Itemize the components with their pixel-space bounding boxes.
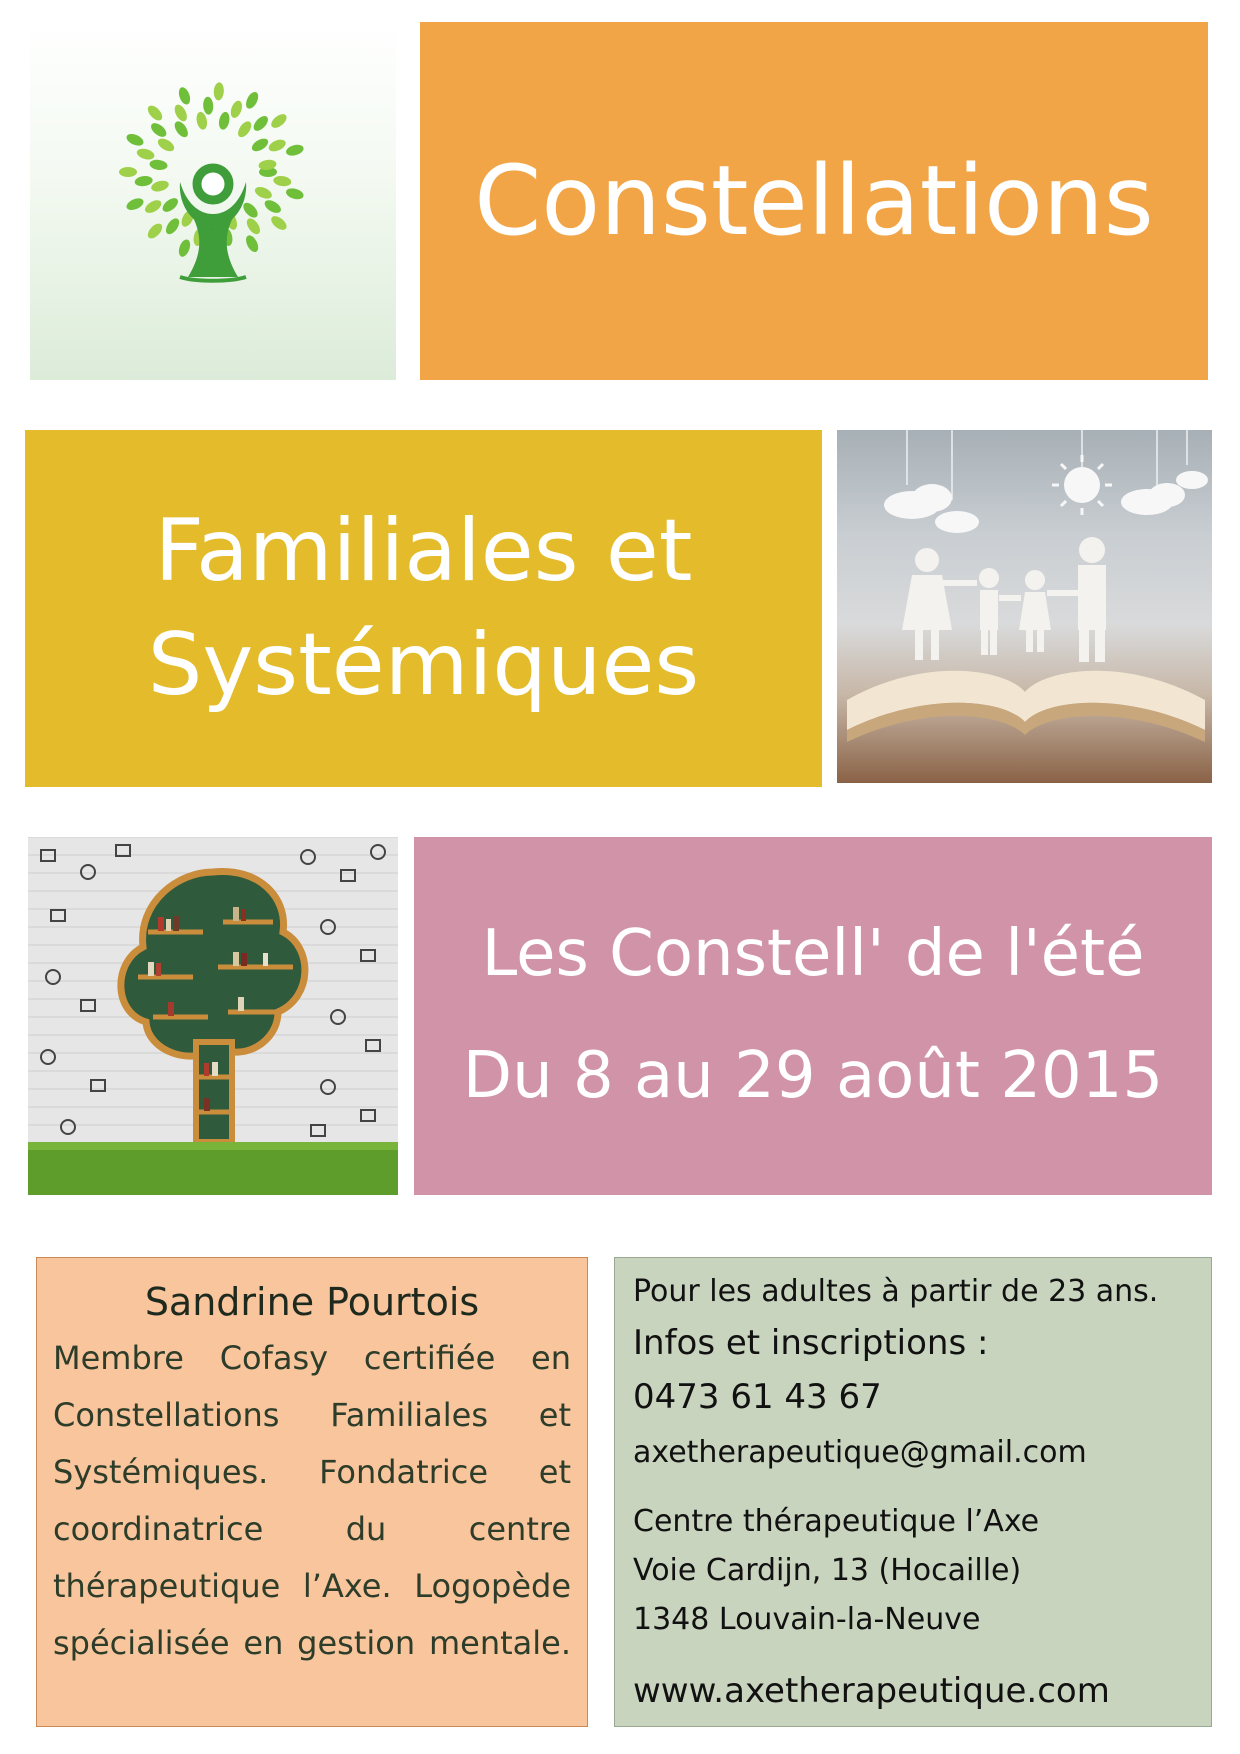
- leaf-shape: [145, 221, 165, 241]
- leaf-shape: [273, 175, 292, 187]
- leaf-shape: [177, 86, 192, 106]
- leaf-shape: [213, 82, 224, 101]
- tree-person-logo-icon: [30, 22, 396, 380]
- address-line-1: Centre thérapeutique l’Axe: [633, 1504, 1040, 1539]
- leaf-shape: [145, 103, 165, 123]
- leaf-shape: [217, 111, 230, 131]
- bio-panel: [36, 1257, 588, 1727]
- leaf-shape: [134, 175, 153, 187]
- leaf-shape: [244, 233, 261, 254]
- leaf-shape: [285, 187, 305, 201]
- leaf-shape: [229, 99, 244, 119]
- leaf-shape: [269, 213, 289, 232]
- info-label: Infos et inscriptions :: [633, 1323, 989, 1363]
- doodle-shape: [81, 1000, 95, 1011]
- event-name: Les Constell' de l'été: [481, 917, 1145, 992]
- address-line-3: 1348 Louvain-la-Neuve: [633, 1602, 981, 1637]
- doodle-shape: [361, 1110, 375, 1121]
- leaf-shape: [263, 198, 284, 216]
- bio-name: Sandrine Pourtois: [144, 1280, 480, 1324]
- leaf-shape: [143, 198, 164, 216]
- doodle-shape: [371, 845, 385, 859]
- leaf-shape: [267, 137, 287, 153]
- leaf-shape: [150, 179, 170, 193]
- paper-family-on-book-photo: [837, 430, 1212, 783]
- title-banner-orange: [420, 22, 1208, 380]
- leaf-shape: [172, 119, 191, 139]
- leaf-shape: [250, 136, 271, 154]
- title-banner-mustard: [25, 430, 822, 787]
- leaf-shape: [125, 132, 145, 148]
- doodle-shape: [341, 870, 355, 881]
- doodle-shape: [301, 850, 315, 864]
- tree-bookshelf-photo: [28, 837, 398, 1195]
- bio-text: Membre Cofasy certifiée en Constellations Familiales et Systémiques. Fondatrice et coordinatrice du centre thérapeutique l’Axe. Logopède spécialisée en gestion mentale.: [53, 1339, 571, 1662]
- leaf-shape: [241, 200, 261, 220]
- leaf-shape: [119, 167, 137, 177]
- doodle-shape: [51, 910, 65, 921]
- doodle-shape: [311, 1125, 325, 1136]
- title-constellations: Constellations: [474, 145, 1154, 257]
- leaf-shape: [136, 147, 156, 161]
- leaf-shape: [203, 96, 214, 115]
- leaf-shape: [149, 120, 169, 139]
- leaf-shape: [244, 216, 263, 236]
- phone-number[interactable]: 0473 61 43 67: [633, 1377, 882, 1417]
- leaf-shape: [156, 136, 177, 154]
- leaf-shape: [125, 196, 145, 212]
- logo-panel: [30, 22, 396, 380]
- doodle-shape: [361, 950, 375, 961]
- leaf-shape: [160, 195, 180, 214]
- doodle-shape: [61, 1120, 75, 1134]
- leaf-shape: [177, 238, 192, 258]
- contact-panel: [614, 1257, 1212, 1727]
- leaf-shape: [163, 216, 182, 236]
- leaf-shape: [244, 90, 261, 111]
- tree-bookshelf-illustration: [28, 837, 398, 1195]
- doodle-shape: [321, 1080, 335, 1094]
- leaf-shape: [172, 103, 189, 124]
- leaf-shape: [253, 185, 273, 201]
- doodle-shape: [81, 865, 95, 879]
- leaf-shape: [269, 111, 289, 130]
- address-line-2: Voie Cardijn, 13 (Hocaille): [633, 1553, 1022, 1588]
- leaf-shape: [235, 119, 254, 139]
- email-link[interactable]: axetherapeutique@gmail.com: [633, 1435, 1087, 1470]
- leaf-shape: [251, 113, 271, 133]
- paper-family-illustration: [837, 430, 1212, 783]
- doodle-shape: [46, 970, 60, 984]
- doodle-shape: [41, 1050, 55, 1064]
- event-dates: Du 8 au 29 août 2015: [462, 1039, 1164, 1113]
- subtitle-line-2: Systémiques: [147, 614, 700, 715]
- website-link[interactable]: www.axetherapeutique.com: [633, 1671, 1110, 1711]
- doodle-shape: [366, 1040, 380, 1051]
- event-banner-mauve: [414, 837, 1212, 1195]
- audience-text: Pour les adultes à partir de 23 ans.: [633, 1274, 1159, 1309]
- leaf-shape: [149, 159, 168, 171]
- doodle-shape: [116, 845, 130, 856]
- leaf-shape: [195, 111, 208, 131]
- leaf-shape: [285, 143, 305, 157]
- subtitle-line-1: Familiales et: [154, 500, 693, 601]
